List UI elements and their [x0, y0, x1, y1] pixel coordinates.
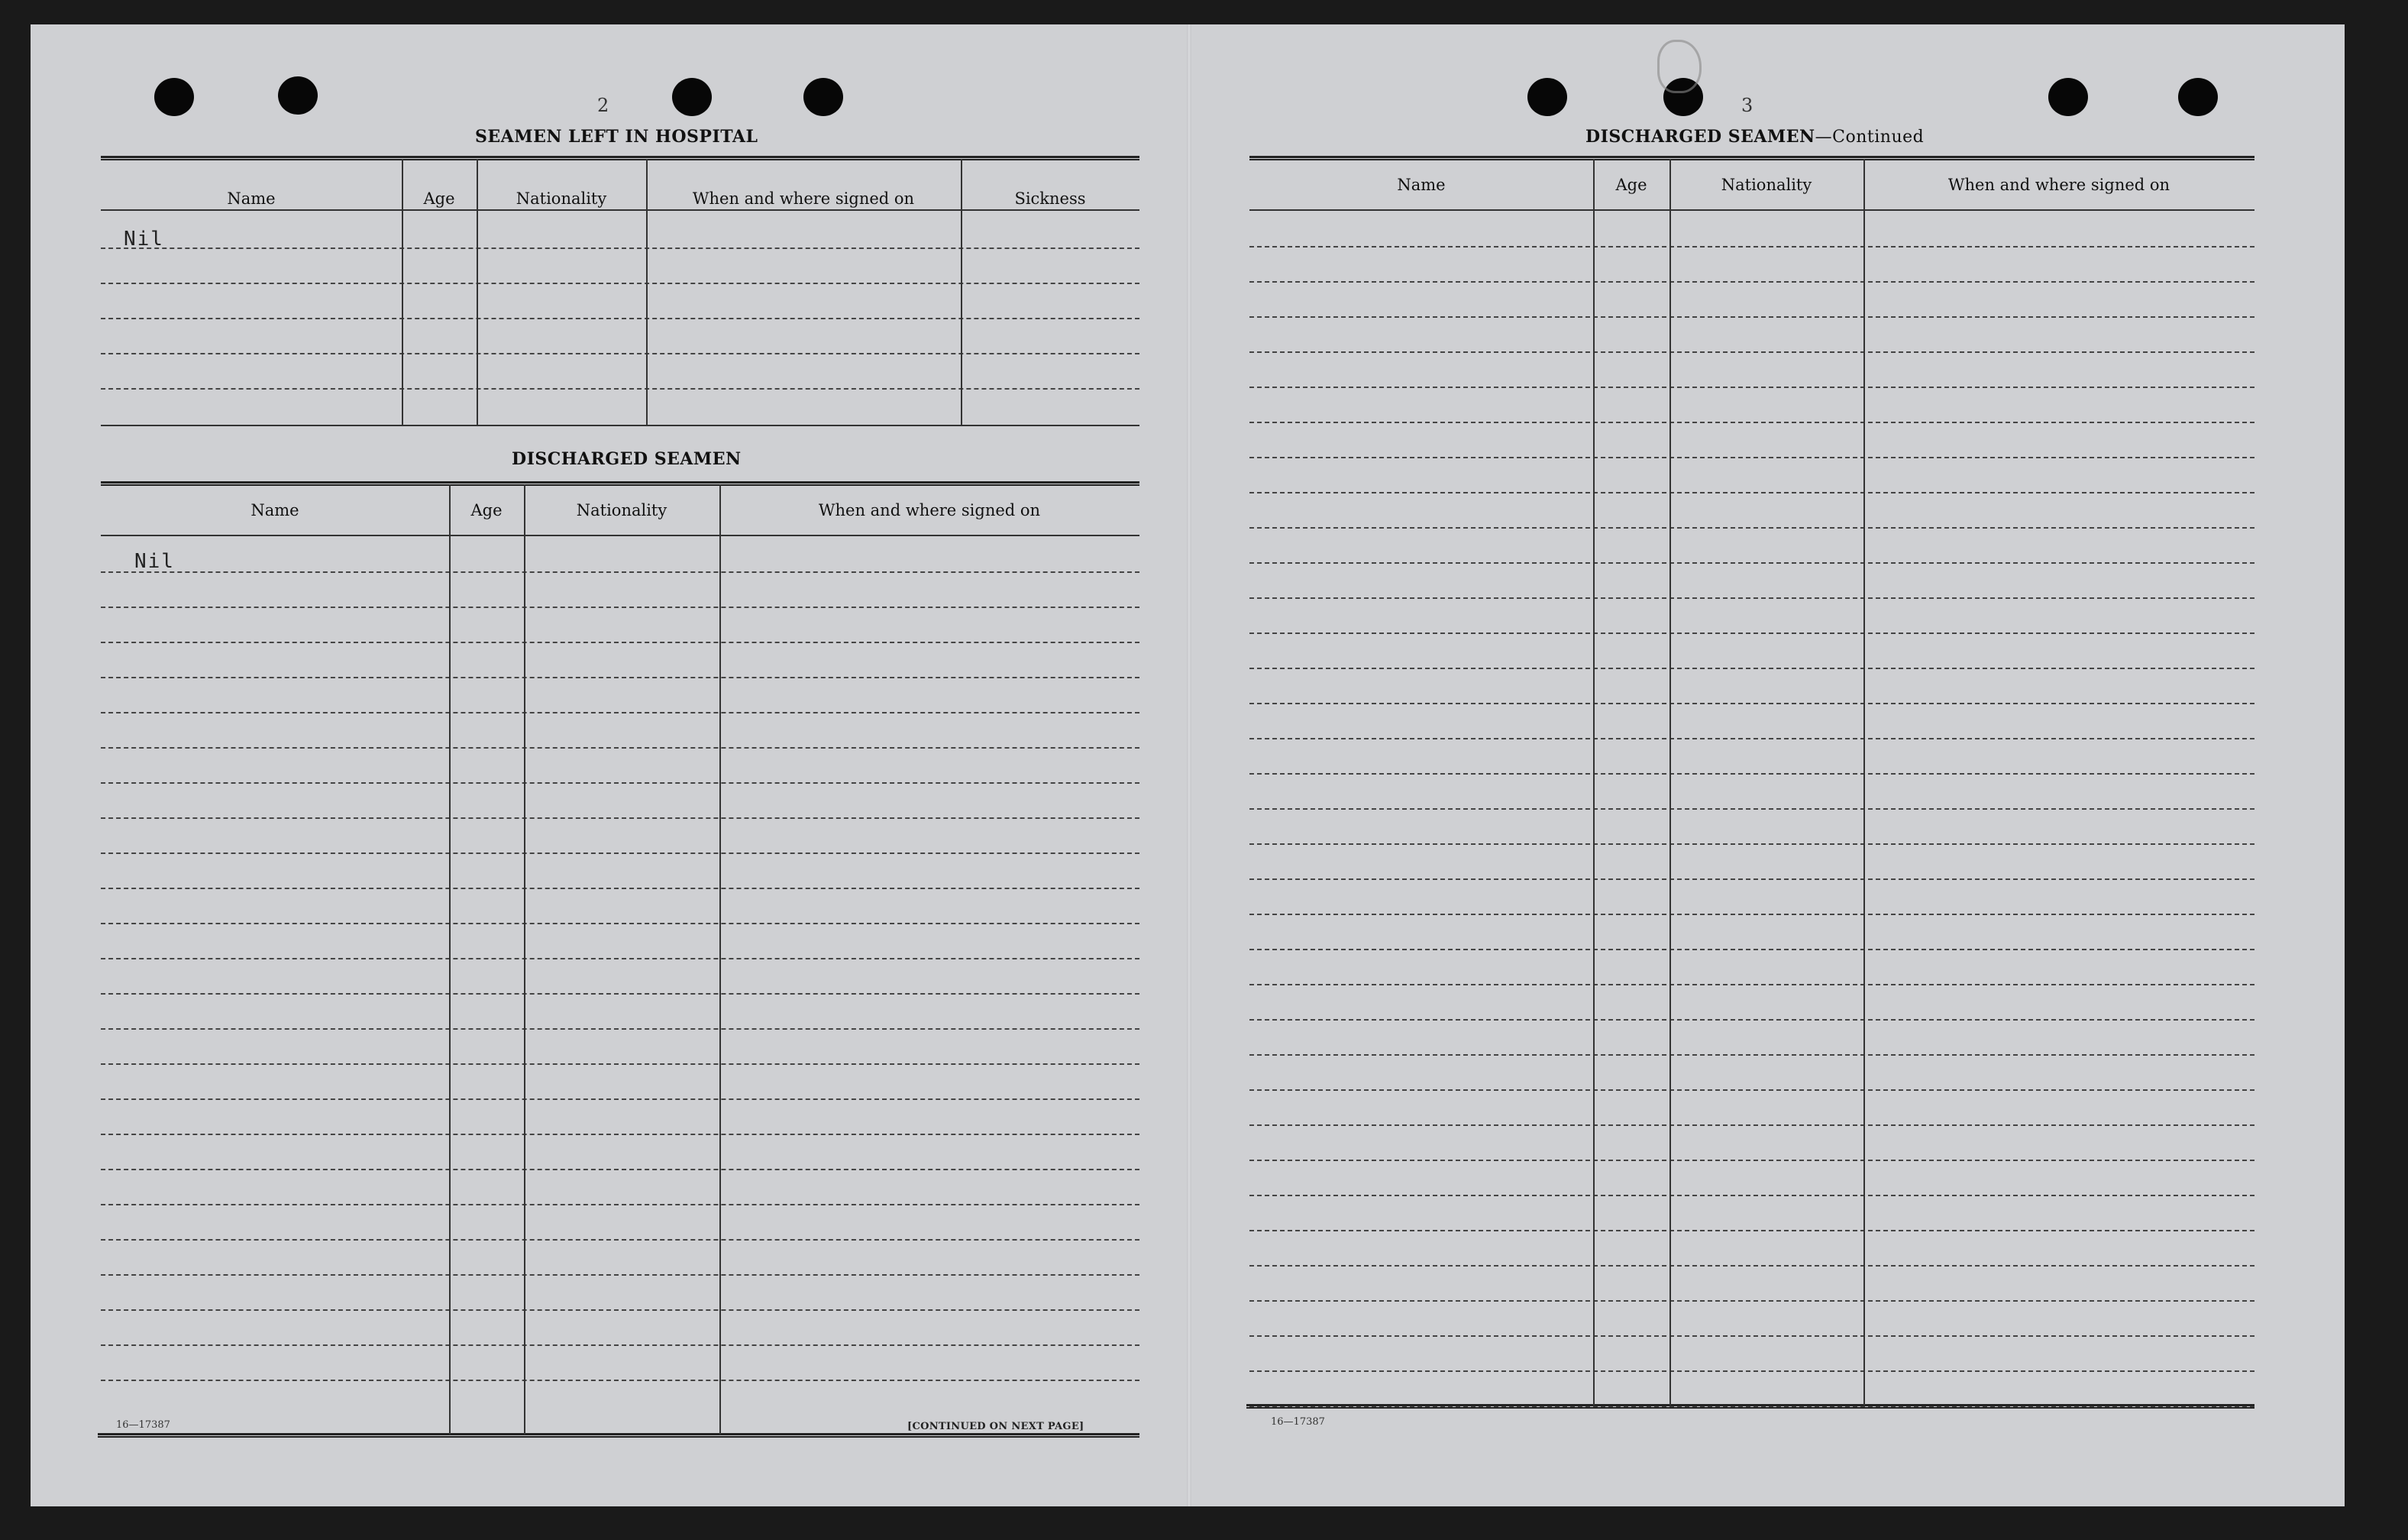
- table-row: [101, 1344, 1139, 1346]
- punch-hole: [1527, 78, 1567, 116]
- table-row: [1249, 1019, 2254, 1021]
- column-divider: [449, 484, 451, 1435]
- table-row: [1249, 597, 2254, 599]
- column-header-age: Age: [423, 189, 455, 208]
- form-number-left: 16—17387: [116, 1419, 170, 1431]
- table-row: [1249, 1335, 2254, 1337]
- table-row: [101, 677, 1139, 678]
- table-row: [1249, 387, 2254, 388]
- discharged-continued-top-rule: [1249, 156, 2254, 160]
- column-header-sickness: Sickness: [1014, 189, 1086, 208]
- discharged-bottom-rule: [98, 1433, 1139, 1438]
- table-row: [1249, 527, 2254, 529]
- table-row: [101, 1169, 1139, 1170]
- table-row: [1249, 457, 2254, 458]
- table-row: [1249, 422, 2254, 423]
- table-row: [1249, 808, 2254, 810]
- discharged-rows-left: [101, 536, 1139, 1430]
- table-row: [101, 1028, 1139, 1030]
- table-row: [1249, 246, 2254, 247]
- column-header-name: Name: [227, 189, 276, 208]
- column-header-signed-on: When and where signed on: [692, 189, 915, 208]
- table-row: [1249, 1300, 2254, 1302]
- punch-hole: [154, 78, 194, 116]
- continued-note: [CONTINUED ON NEXT PAGE]: [907, 1421, 1084, 1432]
- table-row: [101, 747, 1139, 749]
- table-row: [101, 712, 1139, 713]
- column-divider: [402, 159, 403, 426]
- table-row: [1249, 843, 2254, 845]
- punch-hole: [2178, 78, 2218, 116]
- column-header-name: Name: [1397, 176, 1446, 194]
- discharged-continued-header: [1249, 162, 2254, 208]
- table-row: [1249, 562, 2254, 564]
- punch-hole: [278, 76, 318, 115]
- table-row: [101, 782, 1139, 784]
- table-row: [101, 1063, 1139, 1065]
- table-row: [1249, 1054, 2254, 1056]
- table-row: [101, 353, 1139, 354]
- table-row: [1249, 281, 2254, 283]
- hospital-top-rule: [101, 156, 1139, 160]
- column-divider: [646, 159, 648, 426]
- table-row: [1249, 1195, 2254, 1196]
- punch-hole: [803, 78, 843, 116]
- discharged-rows-right: [1249, 211, 2254, 1425]
- table-row: [101, 283, 1139, 284]
- table-row: [101, 993, 1139, 995]
- discharged-section-title: DISCHARGED SEAMEN: [512, 449, 742, 469]
- table-row: [1249, 1089, 2254, 1091]
- column-divider: [719, 484, 721, 1435]
- table-row: [1249, 949, 2254, 950]
- table-row: [101, 318, 1139, 319]
- column-header-nationality: Nationality: [576, 501, 667, 519]
- table-row: [101, 888, 1139, 889]
- discharged-entry-name: Nil: [134, 550, 175, 573]
- table-row: [101, 1274, 1139, 1276]
- column-divider: [1863, 159, 1865, 1406]
- table-row: [101, 958, 1139, 959]
- table-row: [1249, 738, 2254, 739]
- discharged-table-header: [101, 487, 1139, 533]
- page-fold: [1187, 24, 1191, 1506]
- table-row: [101, 817, 1139, 819]
- punch-hole: [672, 78, 712, 116]
- table-row: [1249, 773, 2254, 775]
- hospital-bottom-rule: [101, 425, 1139, 426]
- hospital-entry-name: Nil: [124, 228, 164, 251]
- page-number-left: 2: [597, 95, 609, 116]
- column-header-nationality: Nationality: [516, 189, 607, 208]
- table-row: [101, 923, 1139, 924]
- hospital-section-title: SEAMEN LEFT IN HOSPITAL: [475, 127, 758, 147]
- table-row: [1249, 914, 2254, 915]
- discharged-continued-title-main: DISCHARGED SEAMEN: [1585, 127, 1815, 147]
- table-row: [101, 607, 1139, 608]
- column-divider: [961, 159, 962, 426]
- table-row: [101, 852, 1139, 854]
- discharged-continued-bottom-rule: [1246, 1404, 2254, 1409]
- table-row: [101, 1134, 1139, 1135]
- column-header-nationality: Nationality: [1721, 176, 1812, 194]
- table-row: [1249, 1160, 2254, 1161]
- table-row: [1249, 316, 2254, 318]
- hospital-rows: [101, 211, 1139, 426]
- column-header-signed-on: When and where signed on: [1947, 176, 2170, 194]
- table-row: [101, 1239, 1139, 1241]
- column-divider: [1669, 159, 1671, 1406]
- discharged-top-rule: [101, 481, 1139, 486]
- table-row: [101, 1204, 1139, 1205]
- discharged-continued-title-suffix: —Continued: [1815, 128, 1925, 147]
- table-row: [1249, 668, 2254, 669]
- table-row: [101, 1098, 1139, 1100]
- column-divider: [1593, 159, 1595, 1406]
- column-header-name: Name: [250, 501, 299, 519]
- table-row: [1249, 1230, 2254, 1231]
- table-row: [1249, 1265, 2254, 1267]
- table-row: [101, 1309, 1139, 1311]
- column-divider: [524, 484, 525, 1435]
- stamp-mark: [1657, 40, 1702, 93]
- table-row: [1249, 1124, 2254, 1126]
- table-row: [101, 1380, 1139, 1381]
- table-row: [1249, 1370, 2254, 1372]
- punch-hole: [2048, 78, 2088, 116]
- table-row: [101, 247, 1139, 249]
- table-row: [1249, 703, 2254, 704]
- page-number-right: 3: [1741, 95, 1753, 116]
- table-row: [101, 388, 1139, 390]
- column-header-age: Age: [1615, 176, 1647, 194]
- document-sheet: [31, 24, 2345, 1506]
- discharged-continued-title: [1585, 127, 1924, 147]
- table-row: [101, 642, 1139, 643]
- table-row: [1249, 878, 2254, 880]
- form-number-right: 16—17387: [1271, 1416, 1325, 1428]
- table-row: [101, 571, 1139, 573]
- column-divider: [477, 159, 478, 426]
- table-row: [1249, 492, 2254, 493]
- table-row: [1249, 632, 2254, 634]
- table-row: [1249, 351, 2254, 353]
- column-header-age: Age: [470, 501, 503, 519]
- table-row: [1249, 984, 2254, 985]
- column-header-signed-on: When and where signed on: [818, 501, 1041, 519]
